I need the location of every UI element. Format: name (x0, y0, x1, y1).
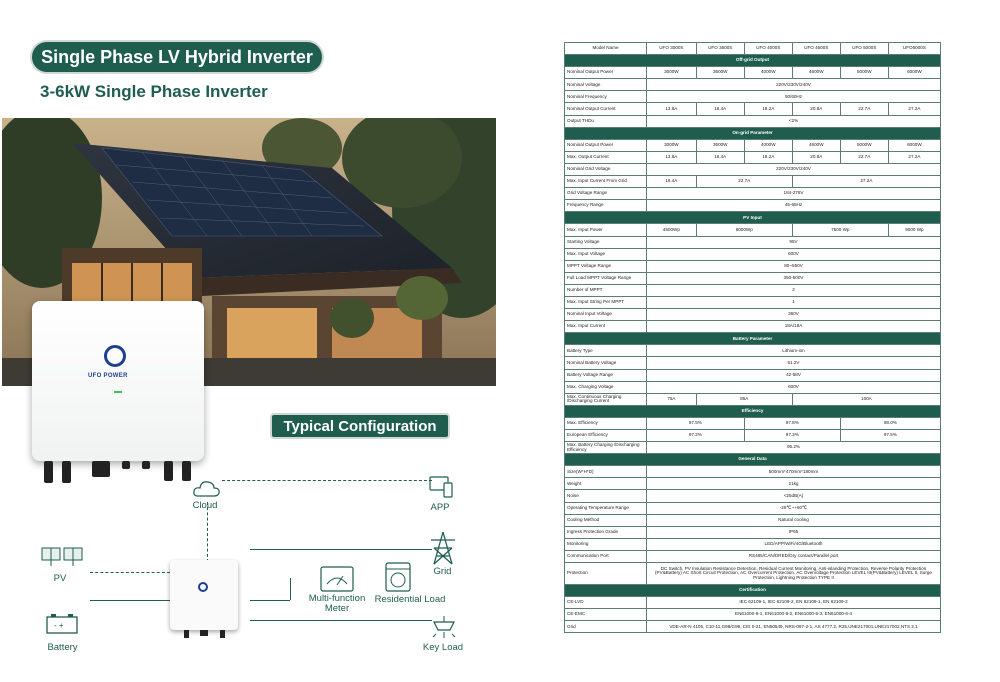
spec-value: 13.6A (647, 103, 697, 115)
spec-value: 27.2A (888, 151, 940, 163)
spec-row (565, 369, 941, 381)
connector-line (207, 502, 208, 562)
spec-value: IEC 62109-1, IEC 62109-2, EN 62109-1, EN 62109-2 (647, 597, 941, 609)
spec-param-name: Nominal Output Power (565, 67, 647, 79)
spec-value: 4500Wp (647, 224, 697, 236)
spec-row (565, 466, 941, 478)
cloud-label: Cloud (192, 500, 218, 511)
spec-param-name: Nominal Grid Voltage (565, 163, 647, 175)
spec-param-name: Frequency Range (565, 200, 647, 212)
spec-row (565, 563, 941, 585)
spec-value: 4000W (744, 67, 792, 79)
spec-param-name: Max. Output Current (565, 151, 647, 163)
connector-icon (92, 461, 110, 477)
connector-icon (142, 461, 150, 469)
spec-row (565, 609, 941, 621)
spec-value: 9000 Wp (888, 224, 940, 236)
spec-param-name: Cooling Method (565, 514, 647, 526)
spec-section-row (565, 454, 941, 466)
spec-section-row (565, 212, 941, 224)
spec-row (565, 151, 941, 163)
spec-row (565, 597, 941, 609)
page-subtitle: 3-6kW Single Phase Inverter (40, 82, 268, 101)
spec-row (565, 115, 941, 127)
spec-param-name: European Efficiency (565, 430, 647, 442)
spec-value: 50/60Hz (647, 91, 941, 103)
spec-value: LED/APP/WiFi/4G/Bluetooth (647, 538, 941, 550)
spec-row (565, 478, 941, 490)
washing-machine-icon (384, 562, 412, 592)
spec-table-container (564, 42, 941, 633)
spec-row (565, 309, 941, 321)
typical-configuration-title: Typical Configuration (270, 413, 450, 439)
spec-value: -25℃~+60℃ (647, 502, 941, 514)
spec-param-name: Size(W*H*D) (565, 466, 647, 478)
spec-value: 27.2A (888, 103, 940, 115)
spec-row (565, 224, 941, 236)
spec-value: 4600W (792, 139, 840, 151)
spec-row (565, 357, 941, 369)
spec-value: DC Switch, PV Insulation Resistance Detection, Residual Current Monitoring, Anti-islanding Protection, Reverse Polarity Protection (PV&Battery) AC Short Circuit Protection, AC Overcurrent Protection, AC Overvoltage Protection LEVEL III(PV&Battery) LEVEL II, Surge Protection, Lightning Protection TYPE II (647, 563, 941, 585)
spec-param-name: Nominal Battery Voltage (565, 357, 647, 369)
spec-section-row (565, 127, 941, 139)
spec-value: 98.0% (840, 417, 940, 429)
spec-row (565, 284, 941, 296)
spec-value: 3000W (647, 139, 697, 151)
spec-section-title: General Data (565, 454, 941, 466)
connector-icon (44, 461, 53, 483)
spec-value: 16.4A (696, 103, 744, 115)
spec-value: 42-58V (647, 369, 941, 381)
spec-param-name: Max. Battery Charging /Discharging Efficiency (565, 442, 647, 454)
connector-icon (182, 461, 191, 481)
spec-value: EN61000-6-1, EN61000-6-2, EN61000-6-3, EN61000-6-4 (647, 609, 941, 621)
spec-value: 3600W (696, 67, 744, 79)
spec-param-name: Nominal Output Current (565, 103, 647, 115)
meter-label: Multi-function Meter (308, 593, 366, 614)
spec-value: Natural cooling (647, 514, 941, 526)
key-load-label: Key Load (422, 642, 464, 653)
spec-value: 95.2% (647, 442, 941, 454)
ufo-power-logo-icon (104, 345, 126, 367)
spec-row (565, 514, 941, 526)
spec-value: 97.5% (840, 430, 940, 442)
spec-row (565, 236, 941, 248)
spec-value: 16.4A (696, 151, 744, 163)
spec-value: 18.2A (744, 103, 792, 115)
spec-value: 6000W (888, 67, 940, 79)
spec-section-title: Battery Parameter (565, 333, 941, 345)
pv-label: PV (53, 573, 67, 584)
spec-param-name: Output THDu (565, 115, 647, 127)
spec-row (565, 79, 941, 91)
spec-param-name: Full Load MPPT Voltage Range (565, 272, 647, 284)
spec-value: 97.2% (647, 430, 745, 442)
connector-line (90, 600, 170, 601)
spec-section-row (565, 585, 941, 597)
lamp-icon (430, 614, 458, 640)
residential-load-label: Residential Load (374, 594, 446, 605)
spec-section-title: Certification (565, 585, 941, 597)
battery-label: Battery (47, 642, 78, 653)
spec-param-name: Nominal Input Voltage (565, 309, 647, 321)
svg-text:- +: - + (54, 621, 64, 630)
spec-row (565, 139, 941, 151)
spec-row (565, 103, 941, 115)
spec-value: 97.8% (744, 417, 840, 429)
spec-header-cell: UFO 3600S (696, 43, 744, 55)
spec-section-row (565, 333, 941, 345)
spec-param-name: Monitoring (565, 538, 647, 550)
spec-value: VDE-AR-N 4105, C10-11,G98/G99, CEI 0-21, EN50549, NRS-097-2-1, AS 4777.2, R25,UNE217001,UNE217002,NTS 2.1 (647, 621, 941, 633)
spec-value: 97.3% (744, 430, 840, 442)
spec-value: 45-65Hz (647, 200, 941, 212)
inverter-diagram-icon (170, 560, 238, 630)
spec-param-name: Max. Charging Voltage (565, 381, 647, 393)
spec-row (565, 430, 941, 442)
spec-value: 600V (647, 248, 941, 260)
spec-value: 27.2A (792, 176, 940, 188)
spec-value: 18A/18A (647, 321, 941, 333)
connector-icon (122, 461, 130, 469)
spec-value: 4000W (744, 139, 792, 151)
spec-value: 20.8A (792, 103, 840, 115)
spec-value: 75A (647, 393, 697, 405)
spec-value: 22.7A (840, 151, 888, 163)
spec-param-name: Max. Continuous Charging /Discharging Current (565, 393, 647, 405)
spec-param-name: CE-LVD (565, 597, 647, 609)
spec-value: 5000W (840, 67, 888, 79)
spec-row (565, 67, 941, 79)
spec-value: 184-276V (647, 188, 941, 200)
spec-param-name: Ingress Protection Grade (565, 526, 647, 538)
spec-row (565, 381, 941, 393)
spec-value: RS485/CAN/DRED/Dry contact/Parallel port (647, 550, 941, 562)
battery-icon (45, 612, 81, 636)
spec-header-cell: Model Name (565, 43, 647, 55)
connector-line (250, 549, 432, 550)
spec-section-row (565, 55, 941, 67)
spec-value: 100A (792, 393, 940, 405)
spec-param-name: Protection (565, 563, 647, 585)
spec-param-name: Battery Type (565, 345, 647, 357)
spec-value: 220V/230V/240V (647, 163, 941, 175)
spec-row (565, 538, 941, 550)
spec-row (565, 526, 941, 538)
connector-line (90, 572, 170, 573)
spec-header-cell: UFO6000S (888, 43, 940, 55)
spec-value: 3600W (696, 139, 744, 151)
spec-value: 51.2V (647, 357, 941, 369)
connector-line (222, 480, 432, 481)
app-devices-icon (428, 474, 454, 500)
spec-value: IP65 (647, 526, 941, 538)
spec-param-name: Max. Input String Per MPPT (565, 296, 647, 308)
spec-param-name: Max. Input Current From Grid (565, 176, 647, 188)
spec-param-name: Communication Port (565, 550, 647, 562)
spec-value: 6000Wp (696, 224, 792, 236)
spec-value: 22.7A (840, 103, 888, 115)
spec-header-row (565, 43, 941, 55)
spec-value: 16.4A (647, 176, 697, 188)
app-label: APP (430, 502, 450, 513)
spec-value: 2 (647, 284, 941, 296)
spec-row (565, 188, 941, 200)
spec-param-name: Operating Temperature Range (565, 502, 647, 514)
hybrid-inverter-unit (32, 301, 204, 461)
spec-row (565, 272, 941, 284)
spec-header-cell: UFO 3000S (647, 43, 697, 55)
spec-value: 97.5% (647, 417, 745, 429)
spec-value: 500mm*470mm*180mm (647, 466, 941, 478)
spec-header-cell: UFO 5000S (840, 43, 888, 55)
spec-param-name: Number of MPPT (565, 284, 647, 296)
spec-row (565, 248, 941, 260)
spec-param-name: Battery Voltage Range (565, 369, 647, 381)
connector-icon (62, 461, 71, 483)
spec-row (565, 296, 941, 308)
spec-value: 22.7A (696, 176, 792, 188)
meter-icon (320, 566, 354, 592)
spec-param-name: Nominal Voltage (565, 79, 647, 91)
spec-row (565, 490, 941, 502)
spec-value: 95V (647, 236, 941, 248)
status-led-icon (114, 391, 122, 393)
spec-param-name: Max. Input Power (565, 224, 647, 236)
grid-tower-icon (428, 530, 458, 566)
spec-row (565, 345, 941, 357)
spec-value: 13.6A (647, 151, 697, 163)
spec-param-name: Max. Efficiency (565, 417, 647, 429)
spec-row (565, 417, 941, 429)
connector-line (250, 600, 290, 601)
spec-value: 20.8A (792, 151, 840, 163)
spec-table (564, 42, 941, 633)
connector-line (290, 578, 291, 600)
spec-value: 360V (647, 309, 941, 321)
spec-section-title: On-grid Parameter (565, 127, 941, 139)
spec-value: 85A (696, 393, 792, 405)
grid-label: Grid (433, 566, 452, 577)
spec-row (565, 442, 941, 454)
spec-value: Lithium-ion (647, 345, 941, 357)
spec-section-title: Efficiency (565, 405, 941, 417)
spec-value: 1 (647, 296, 941, 308)
pv-panel-icon (40, 546, 86, 568)
cloud-icon (192, 478, 222, 500)
spec-row (565, 91, 941, 103)
spec-row (565, 163, 941, 175)
spec-value: 80~550V (647, 260, 941, 272)
spec-value: 600V (647, 381, 941, 393)
spec-value: 220V/230V/240V (647, 79, 941, 91)
spec-row (565, 321, 941, 333)
spec-param-name: MPPT Voltage Range (565, 260, 647, 272)
spec-value: 350-500V (647, 272, 941, 284)
spec-param-name: Starting Voltage (565, 236, 647, 248)
inverter-brand-label: UFO POWER (88, 373, 128, 379)
spec-row (565, 550, 941, 562)
spec-value: 21kg (647, 478, 941, 490)
spec-param-name: Grid Voltage Range (565, 188, 647, 200)
spec-param-name: Noise (565, 490, 647, 502)
connector-line (250, 620, 432, 621)
spec-row (565, 200, 941, 212)
spec-value: <2% (647, 115, 941, 127)
spec-header-cell: UFO 4600S (792, 43, 840, 55)
spec-section-title: PV Input (565, 212, 941, 224)
page-title: Single Phase LV Hybrid Inverter (30, 40, 324, 74)
spec-section-title: Off-grid Output (565, 55, 941, 67)
spec-param-name: Weight (565, 478, 647, 490)
spec-param-name: Max. Input Voltage (565, 248, 647, 260)
spec-value: <25dB(A) (647, 490, 941, 502)
spec-value: 3000W (647, 67, 697, 79)
spec-section-row (565, 405, 941, 417)
spec-value: 7500 Wp (792, 224, 888, 236)
connector-icon (164, 461, 173, 481)
spec-param-name: Max. Input Current (565, 321, 647, 333)
spec-row (565, 502, 941, 514)
spec-param-name: Grid (565, 621, 647, 633)
spec-value: 4600W (792, 67, 840, 79)
spec-row (565, 260, 941, 272)
spec-param-name: Nominal Output Power (565, 139, 647, 151)
spec-value: 6000W (888, 139, 940, 151)
spec-value: 18.2A (744, 151, 792, 163)
spec-row (565, 621, 941, 633)
spec-param-name: Nominal Frequency (565, 91, 647, 103)
spec-row (565, 176, 941, 188)
spec-header-cell: UFO 4000S (744, 43, 792, 55)
spec-row (565, 393, 941, 405)
spec-value: 5000W (840, 139, 888, 151)
spec-param-name: CE-EMC (565, 609, 647, 621)
